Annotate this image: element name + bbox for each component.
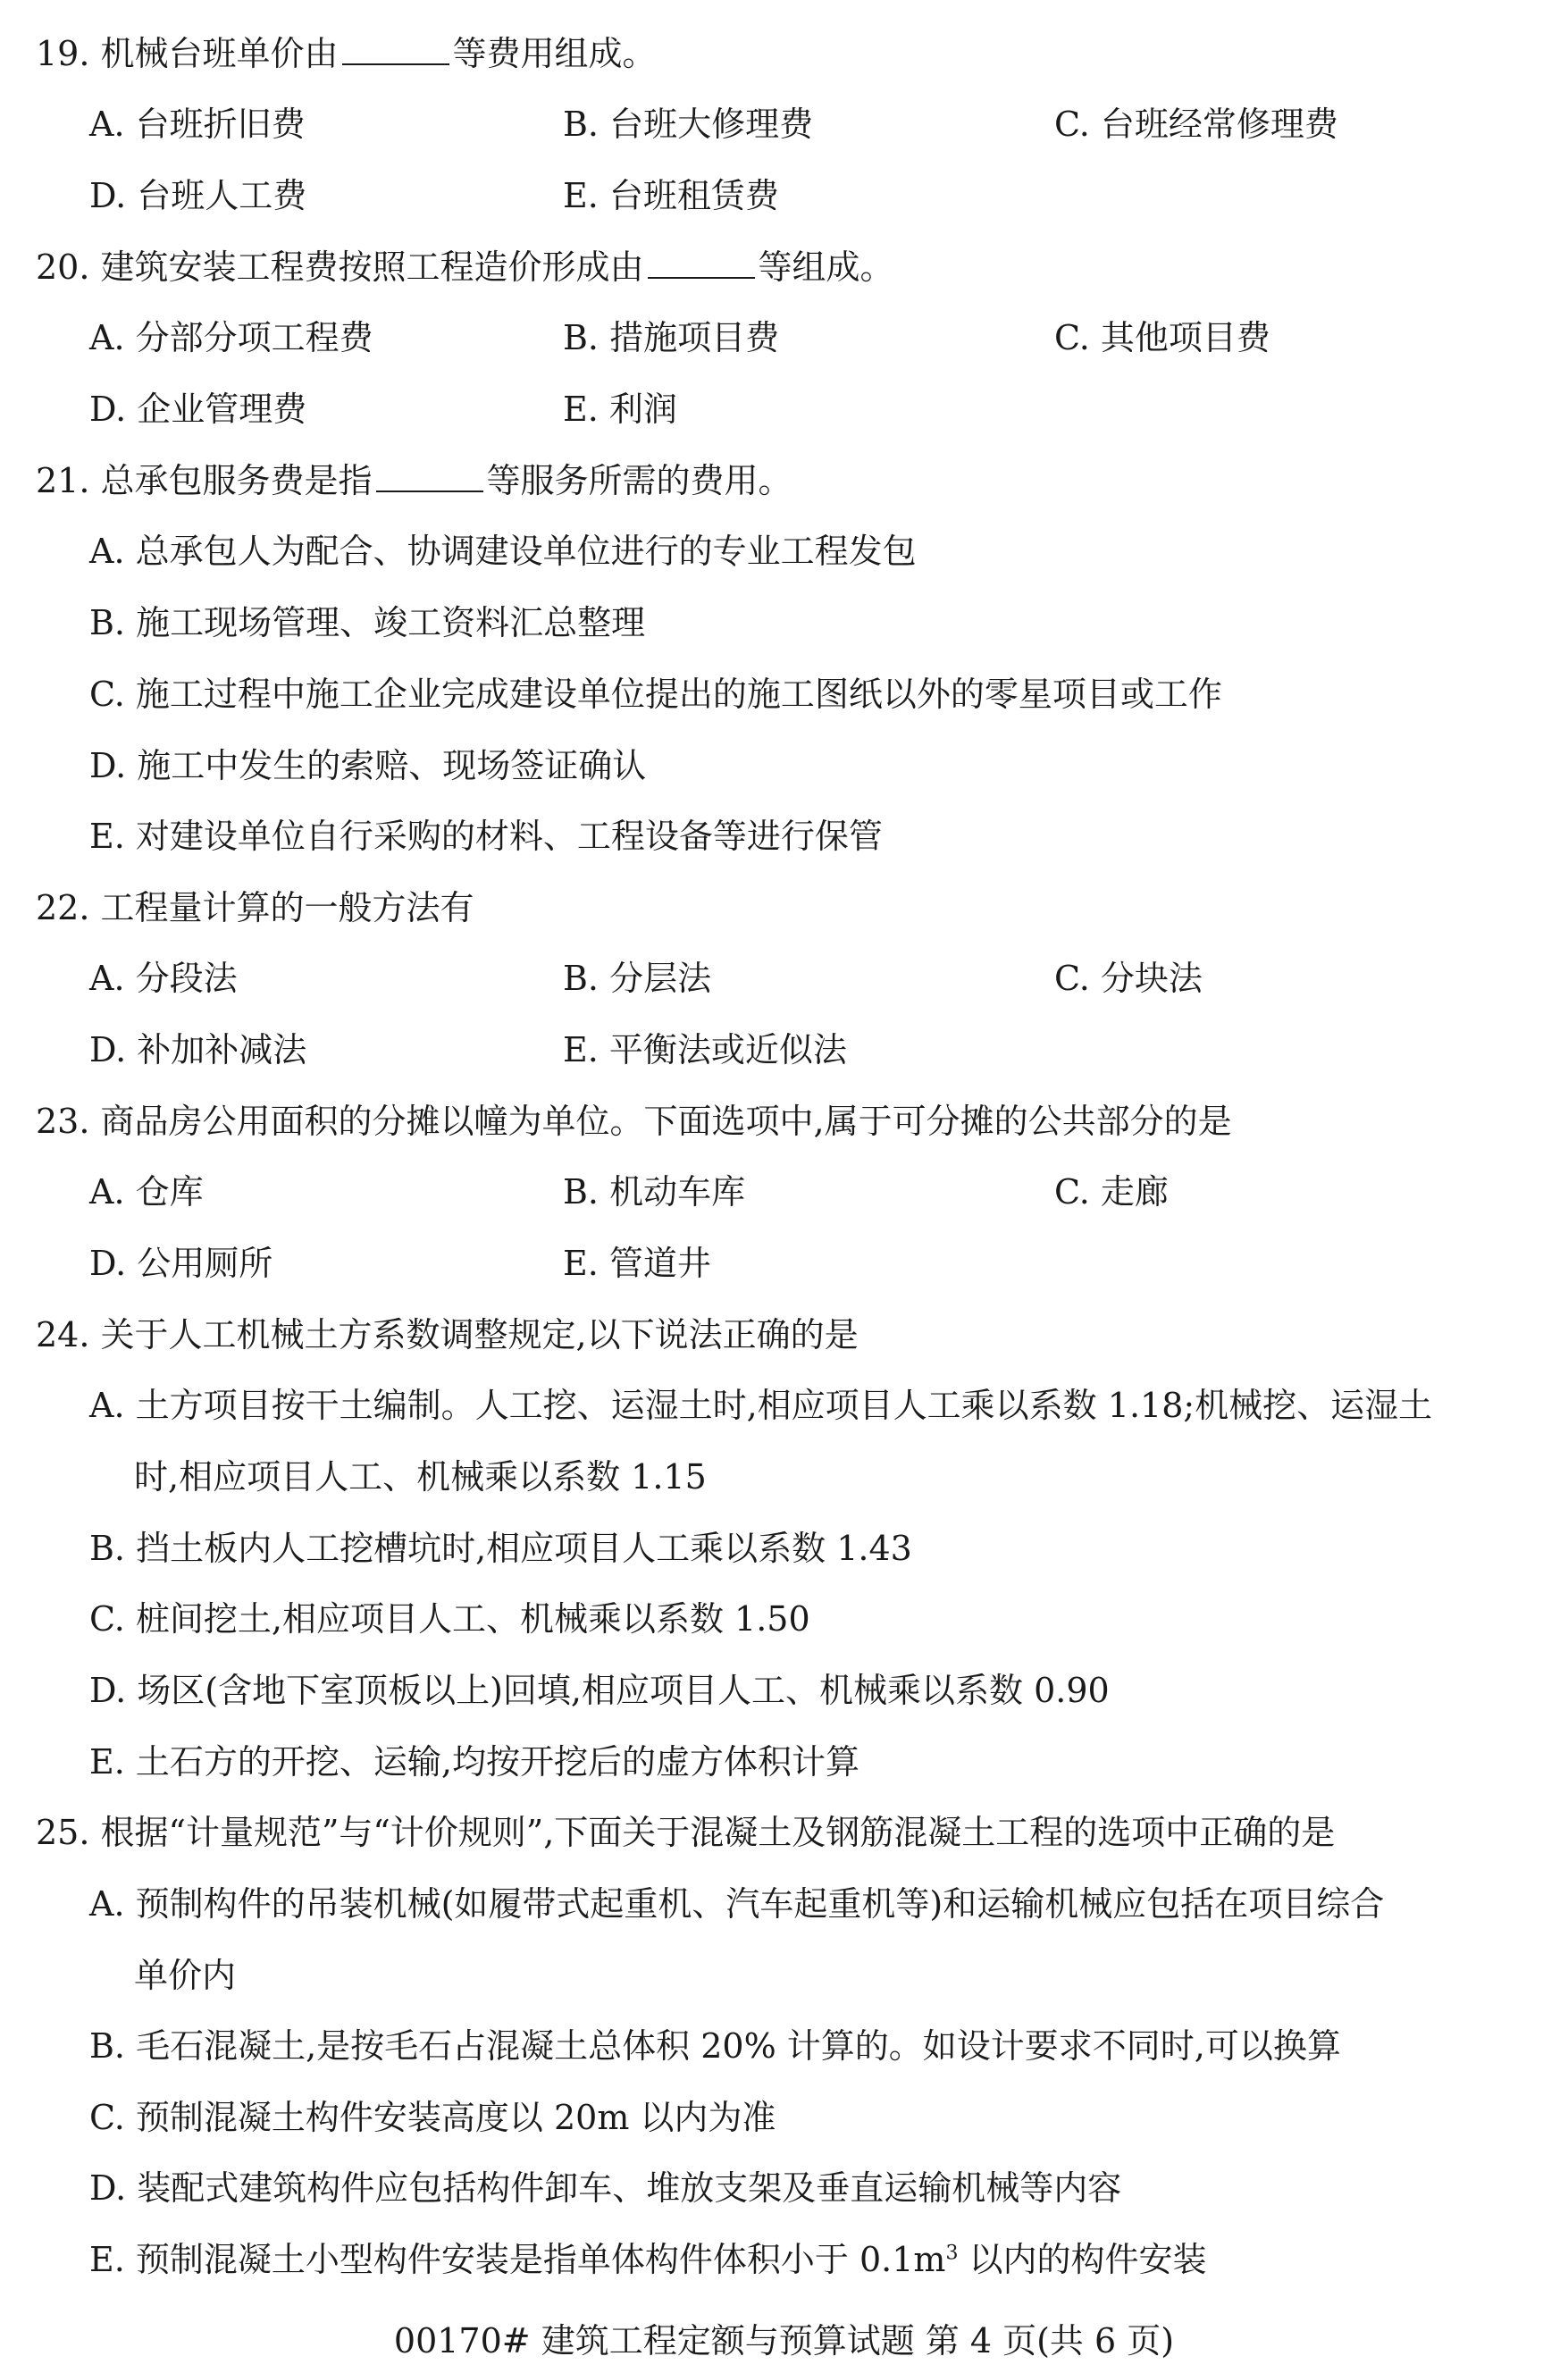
- option-c: C. 其他项目费: [1054, 318, 1270, 357]
- option-e: E. 利润: [563, 390, 677, 429]
- option-d: D. 装配式建筑构件应包括构件卸车、堆放支架及垂直运输机械等内容: [89, 2168, 1122, 2208]
- question-19-stem: [36, 32, 657, 75]
- option-b: B. 分层法: [563, 959, 712, 998]
- option-d: D. 台班人工费: [89, 176, 307, 215]
- option-e: E. 管道井: [563, 1244, 711, 1283]
- option-d: D. 公用厕所: [89, 1244, 273, 1283]
- option-c: C. 施工过程中施工企业完成建设单位提出的施工图纸以外的零星项目或工作: [89, 675, 1222, 714]
- question-25-stem: 25. 根据“计量规范”与“计价规则”,下面关于混凝土及钢筋混凝土工程的选项中正确的是: [36, 1813, 1336, 1852]
- stem-text: 等服务所需的费用。: [486, 461, 792, 500]
- stem-text: 等费用组成。: [452, 34, 657, 73]
- option-a: A. 总承包人为配合、协调建设单位进行的专业工程发包: [89, 532, 917, 571]
- option-e-text-end: 以内的构件安装: [968, 2240, 1207, 2279]
- question-22-stem: 22. 工程量计算的一般方法有: [36, 888, 474, 927]
- option-c: C. 走廊: [1054, 1172, 1169, 1212]
- option-e: E. 平衡法或近似法: [563, 1030, 847, 1069]
- stem-text: 21. 总承包服务费是指: [36, 461, 373, 500]
- answer-blank: [376, 460, 483, 492]
- answer-blank: [342, 33, 449, 65]
- option-e: E. 土石方的开挖、运输,均按开挖后的虚方体积计算: [89, 1742, 859, 1782]
- option-a: A. 分部分项工程费: [89, 318, 373, 357]
- option-c: C. 台班经常修理费: [1054, 105, 1338, 144]
- option-d: D. 补加补减法: [89, 1030, 307, 1069]
- question-21-stem: [36, 459, 792, 502]
- stem-text: 19. 机械台班单价由: [36, 34, 339, 73]
- option-a-continued: 时,相应项目人工、机械乘以系数 1.15: [134, 1457, 707, 1497]
- option-c: C. 预制混凝土构件安装高度以 20m 以内为准: [89, 2098, 776, 2137]
- option-e: E. 台班租赁费: [563, 176, 779, 215]
- option-b: B. 毛石混凝土,是按毛石占混凝土总体积 20% 计算的。如设计要求不同时,可以换算: [89, 2026, 1341, 2066]
- answer-blank: [648, 247, 755, 279]
- stem-text: 20. 建筑安装工程费按照工程造价形成由: [36, 247, 644, 287]
- option-e: [89, 2238, 1207, 2281]
- option-a: A. 分段法: [89, 959, 238, 998]
- option-a: A. 预制构件的吊装机械(如履带式起重机、汽车起重机等)和运输机械应包括在项目综合: [89, 1884, 1385, 1924]
- option-b: B. 机动车库: [563, 1172, 746, 1212]
- option-d: D. 企业管理费: [89, 390, 307, 429]
- option-c: C. 分块法: [1054, 959, 1203, 998]
- option-d: D. 施工中发生的索赔、现场签证确认: [89, 746, 647, 785]
- option-b: B. 措施项目费: [563, 318, 780, 357]
- question-23-stem: 23. 商品房公用面积的分摊以幢为单位。下面选项中,属于可分摊的公共部分的是: [36, 1102, 1232, 1141]
- question-20-stem: [36, 246, 894, 289]
- option-a: A. 仓库: [89, 1172, 204, 1212]
- option-a: A. 台班折旧费: [89, 105, 306, 144]
- stem-text: 等组成。: [758, 247, 894, 287]
- option-b: B. 挡土板内人工挖槽坑时,相应项目人工乘以系数 1.43: [89, 1529, 912, 1568]
- question-24-stem: 24. 关于人工机械土方系数调整规定,以下说法正确的是: [36, 1315, 859, 1354]
- option-b: B. 施工现场管理、竣工资料汇总整理: [89, 603, 646, 642]
- page-footer: 00170# 建筑工程定额与预算试题 第 4 页(共 6 页): [393, 2321, 1175, 2360]
- option-a: A. 土方项目按干土编制。人工挖、运湿土时,相应项目人工乘以系数 1.18;机械挖、运湿土: [89, 1386, 1433, 1425]
- option-e: E. 对建设单位自行采购的材料、工程设备等进行保管: [89, 817, 883, 856]
- option-d: D. 场区(含地下室顶板以上)回填,相应项目人工、机械乘以系数 0.90: [89, 1671, 1110, 1710]
- option-a-continued: 单价内: [134, 1956, 237, 1995]
- option-c: C. 桩间挖土,相应项目人工、机械乘以系数 1.50: [89, 1599, 810, 1639]
- superscript: 3: [945, 2242, 959, 2265]
- option-e-text: E. 预制混凝土小型构件安装是指单体构件体积小于 0.1m: [89, 2240, 946, 2279]
- option-b: B. 台班大修理费: [563, 105, 814, 144]
